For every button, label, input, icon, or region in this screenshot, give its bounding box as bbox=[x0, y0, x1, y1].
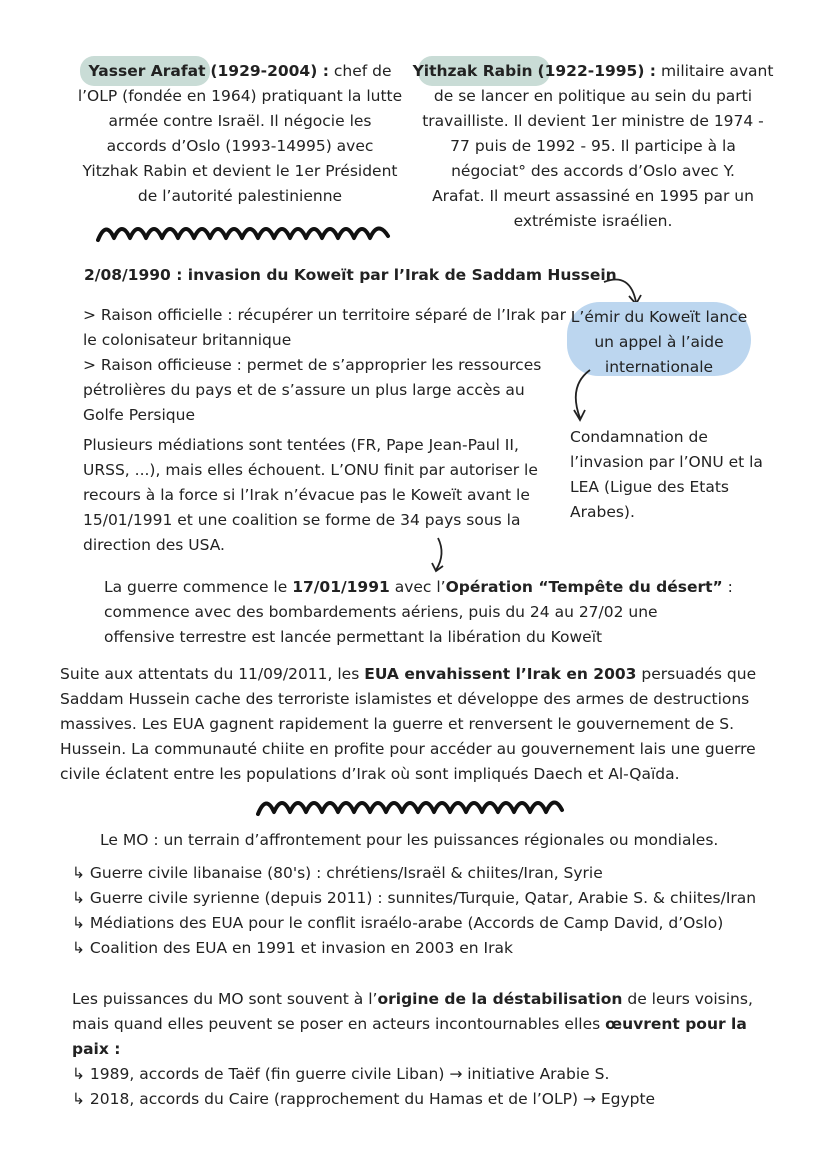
list-item: ↳ Guerre civile libanaise (80's) : chrétiens/Israël & chiites/Iran, Syrie bbox=[72, 864, 603, 882]
emir-note: L’émir du Koweït lance un appel à l’aide internationale bbox=[570, 308, 748, 376]
list-item: ↳ 1989, accords de Taëf (fin guerre civile Liban) → initiative Arabie S. bbox=[72, 1065, 610, 1083]
powers-paragraph: Les puissances du MO sont souvent à l’origine de la déstabilisation de leurs voisins, mais quand elles peuvent se poser en acteurs incontournables elles œuvrent pour la paix : ↳ 1989, accords de Taëf (fin guerre civile Liban) → initiative Arabie S. ↳ 2018, accords du Caire (rapprochement du Hamas et de l’OLP) → Egypte bbox=[72, 987, 753, 1112]
condemnation-note: Condamnation de l’invasion par l’ONU et la LEA (Ligue des Etats Arabes). bbox=[570, 428, 763, 521]
list-item: ↳ Guerre civile syrienne (depuis 2011) : sunnites/Turquie, Qatar, Arabie S. & chiites/Iran bbox=[72, 889, 757, 907]
mo-list bbox=[72, 861, 756, 961]
arafat-name: Yasser Arafat bbox=[88, 62, 206, 80]
rabin-line: de se lancer en politique au sein du parti bbox=[433, 87, 753, 105]
arafat-line: armée contre Israël. Il négocie les bbox=[108, 112, 372, 130]
curved-arrow-icon bbox=[566, 366, 596, 426]
mediation-paragraph: Plusieurs médiations sont tentées (FR, Pape Jean-Paul II, URSS, ...), mais elles échouent. L’ONU finit par autoriser le recours à la force si l’Irak n’évacue pas le Koweït avant le 15/01/1991 et une coalition se forme de 34 pays sous la direction des USA. bbox=[83, 436, 538, 554]
rabin-line: travailliste. Il devient 1er ministre de 1974 - bbox=[422, 112, 764, 130]
mo-title: Le MO : un terrain d’affrontement pour les puissances régionales ou mondiales. bbox=[100, 831, 719, 849]
squiggle-divider bbox=[256, 790, 566, 820]
list-item: ↳ Médiations des EUA pour le conflit israélo-arabe (Accords de Camp David, d’Oslo) bbox=[72, 914, 724, 932]
arafat-line: accords d’Oslo (1993-14995) avec bbox=[106, 137, 374, 155]
reason-line: le colonisateur britannique bbox=[83, 331, 292, 349]
list-item: ↳ Coalition des EUA en 1991 et invasion en 2003 en Irak bbox=[72, 939, 513, 957]
rabin-line: 77 puis de 1992 - 95. Il participe à la bbox=[450, 137, 736, 155]
rabin-line: extrémiste israélien. bbox=[513, 212, 673, 230]
reason-line: pétrolières du pays et de s’assure un plus large accès au bbox=[83, 381, 525, 399]
reason-line: > Raison officielle : récupérer un territoire séparé de l’Irak par bbox=[83, 306, 567, 324]
iraq-2003-paragraph: Suite aux attentats du 11/09/2011, les EUA envahissent l’Irak en 2003 persuadés que Saddam Hussein cache des terroriste islamistes et développe des armes de destructions massives. Les EUA gagnent rapidement la guerre et renversent le gouvernement de S. Hussein. La communauté chiite en profite pour accéder au gouvernement lais une guerre civile éclatent entre les populations d’Irak où sont impliqués Daech et Al-Qaïda. bbox=[60, 665, 757, 783]
reason-line: Golfe Persique bbox=[83, 406, 196, 424]
rabin-name: Yithzak Rabin bbox=[412, 62, 533, 80]
squiggle-divider bbox=[96, 216, 392, 246]
rabin-bio bbox=[408, 59, 778, 234]
arafat-dates: (1929-2004) : bbox=[210, 62, 329, 80]
reason-line: > Raison officieuse : permet de s’approprier les ressources bbox=[83, 356, 542, 374]
arrow-down-icon bbox=[428, 536, 452, 576]
rabin-line: Arafat. Il meurt assassiné en 1995 par un bbox=[432, 187, 754, 205]
rabin-dates: (1922-1995) : bbox=[537, 62, 657, 80]
rabin-line: négociat° des accords d’Oslo avec Y. bbox=[451, 162, 735, 180]
war-paragraph: La guerre commence le 17/01/1991 avec l’Opération “Tempête du désert” : commence avec des bombardements aériens, puis du 24 au 27/02 une offensive terrestre est lancée permettant la libération du Koweït bbox=[104, 578, 733, 646]
arafat-line: l’OLP (fondée en 1964) pratiquant la lutte bbox=[77, 87, 403, 105]
rabin-line: militaire avant bbox=[660, 62, 774, 80]
kuwait-heading: 2/08/1990 : invasion du Koweït par l’Irak de Saddam Hussein bbox=[84, 266, 617, 284]
arafat-line: chef de bbox=[333, 62, 392, 80]
kuwait-reasons bbox=[83, 303, 566, 428]
arafat-line: Yitzhak Rabin et devient le 1er Président bbox=[82, 162, 398, 180]
list-item: ↳ 2018, accords du Caire (rapprochement du Hamas et de l’OLP) → Egypte bbox=[72, 1090, 656, 1108]
arafat-line: de l’autorité palestinienne bbox=[137, 187, 343, 205]
arafat-bio bbox=[60, 59, 420, 209]
